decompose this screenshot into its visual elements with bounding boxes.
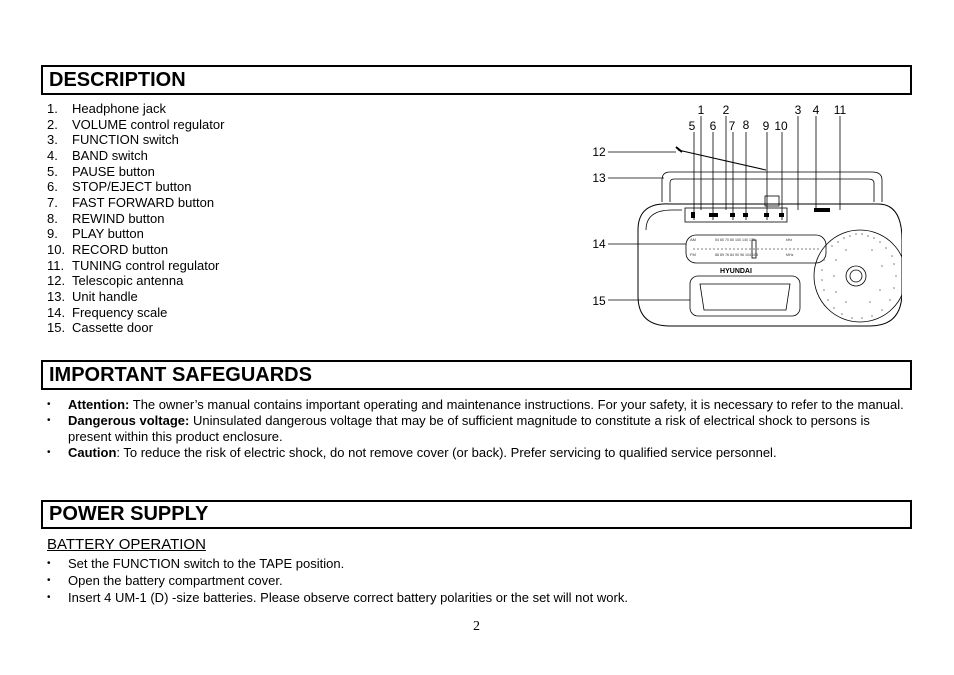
list-item-text: FAST FORWARD button <box>72 194 215 210</box>
list-item-text: TUNING control regulator <box>72 257 220 273</box>
list-item-number: 2. <box>47 116 58 132</box>
callout-7: 7 <box>728 119 736 133</box>
safeguards-list <box>47 397 913 461</box>
list-item <box>47 117 224 133</box>
safeguard-text: The owner’s manual contains important operating and maintenance instructions. For your safety, it is necessary to refer to the manual. <box>129 397 904 412</box>
callout-6: 6 <box>709 119 717 133</box>
list-item-number: 3. <box>47 132 58 148</box>
callout-8: 8 <box>742 118 750 132</box>
list-item-text: Telescopic antenna <box>72 273 184 289</box>
list-item-number: 5. <box>47 163 58 179</box>
safeguard-text: Uninsulated dangerous voltage that may be of sufficient magnitude to constitute a risk of electrical shock to persons is present within this product enclosure. <box>68 413 870 444</box>
list-item-text: Frequency scale <box>72 304 168 320</box>
battery-step-text: Insert 4 UM-1 (D) -size batteries. Please observe correct battery polarities or the set will not work. <box>68 590 628 605</box>
list-item-text: STOP/EJECT button <box>72 179 192 195</box>
battery-step-item <box>47 572 628 589</box>
parts-list <box>47 101 224 336</box>
list-item-number: 11. <box>47 257 65 273</box>
list-item-text: REWIND button <box>72 210 165 226</box>
power-supply-heading <box>41 500 912 529</box>
power-supply-title: POWER SUPPLY <box>49 503 209 525</box>
bullet-dot: • <box>47 592 51 603</box>
list-item <box>47 148 224 164</box>
bullet-dot: • <box>47 399 51 410</box>
list-item-text: PAUSE button <box>72 163 155 179</box>
list-item-number: 9. <box>47 226 58 242</box>
safeguard-item <box>47 397 913 413</box>
list-item-text: FUNCTION switch <box>72 132 179 148</box>
safeguards-title: IMPORTANT SAFEGUARDS <box>49 364 312 386</box>
list-item <box>47 305 224 321</box>
list-item-text: VOLUME control regulator <box>72 116 225 132</box>
callout-13: 13 <box>592 171 606 185</box>
list-item <box>47 211 224 227</box>
brand-logo: HYUNDAI <box>720 268 752 275</box>
list-item-number: 4. <box>47 147 58 163</box>
page-number: 2 <box>473 619 480 634</box>
bullet-dot: • <box>47 415 51 426</box>
list-item-number: 14. <box>47 304 66 320</box>
list-item-number: 1. <box>47 101 58 116</box>
list-item <box>47 242 224 258</box>
list-item <box>47 164 224 180</box>
scale-fm-unit: MHz <box>786 253 794 257</box>
list-item <box>47 179 224 195</box>
list-item-number: 12. <box>47 273 66 289</box>
battery-step-item <box>47 589 628 606</box>
callout-11: 11 <box>833 103 847 117</box>
battery-steps-list <box>47 555 628 606</box>
description-title: DESCRIPTION <box>49 69 186 91</box>
list-item <box>47 226 224 242</box>
list-item-text: RECORD button <box>72 241 169 257</box>
callout-4: 4 <box>812 103 820 117</box>
list-item <box>47 101 224 117</box>
list-item <box>47 289 224 305</box>
list-item <box>47 258 224 274</box>
scale-am-unit: kHz <box>786 238 793 242</box>
callout-5: 5 <box>688 119 696 133</box>
list-item <box>47 273 224 289</box>
list-item-text: Headphone jack <box>72 101 166 116</box>
list-item <box>47 195 224 211</box>
list-item-text: PLAY button <box>72 226 144 242</box>
list-item-number: 13. <box>47 288 66 304</box>
bullet-dot: • <box>47 575 51 586</box>
description-heading <box>41 65 912 95</box>
scale-fm-values: 88 89 76 84 90 96 104 108 <box>715 253 758 257</box>
safeguard-item <box>47 445 913 461</box>
battery-step-item <box>47 555 628 572</box>
battery-operation-subheading: BATTERY OPERATION <box>47 536 206 553</box>
safeguard-label: Dangerous voltage: <box>68 413 190 428</box>
callout-2: 2 <box>722 103 730 117</box>
scale-am-values: 54 60 70 80 100 140 170 <box>715 238 755 242</box>
callout-1: 1 <box>697 103 705 117</box>
callout-12: 12 <box>592 145 606 159</box>
bullet-dot: • <box>47 558 51 569</box>
list-item-text: Cassette door <box>72 320 153 336</box>
list-item-number: 10. <box>47 241 66 257</box>
callout-9: 9 <box>762 119 770 133</box>
list-item-number: 15. <box>47 320 66 336</box>
safeguard-label: Caution <box>68 445 117 460</box>
callout-3: 3 <box>794 103 802 117</box>
list-item <box>47 132 224 148</box>
safeguard-text: : To reduce the risk of electric shock, do not remove cover (or back). Prefer servicing to qualified service personnel. <box>116 445 777 460</box>
callout-15: 15 <box>592 294 606 308</box>
list-item-number: 6. <box>47 179 58 195</box>
list-item <box>47 320 224 336</box>
safeguard-item <box>47 413 913 445</box>
callout-10: 10 <box>774 119 788 133</box>
list-item-number: 8. <box>47 210 58 226</box>
safeguards-heading <box>41 360 912 390</box>
battery-step-text: Set the FUNCTION switch to the TAPE position. <box>68 556 345 571</box>
radio-cassette-diagram <box>590 100 902 336</box>
battery-step-text: Open the battery compartment cover. <box>68 573 283 588</box>
bullet-dot: • <box>47 447 51 458</box>
list-item-text: Unit handle <box>72 288 138 304</box>
list-item-number: 7. <box>47 194 58 210</box>
scale-fm-label: FM <box>690 252 696 257</box>
list-item-text: BAND switch <box>72 147 148 163</box>
scale-am-label: AM <box>690 237 696 242</box>
safeguard-label: Attention: <box>68 397 130 412</box>
callout-14: 14 <box>592 237 606 251</box>
